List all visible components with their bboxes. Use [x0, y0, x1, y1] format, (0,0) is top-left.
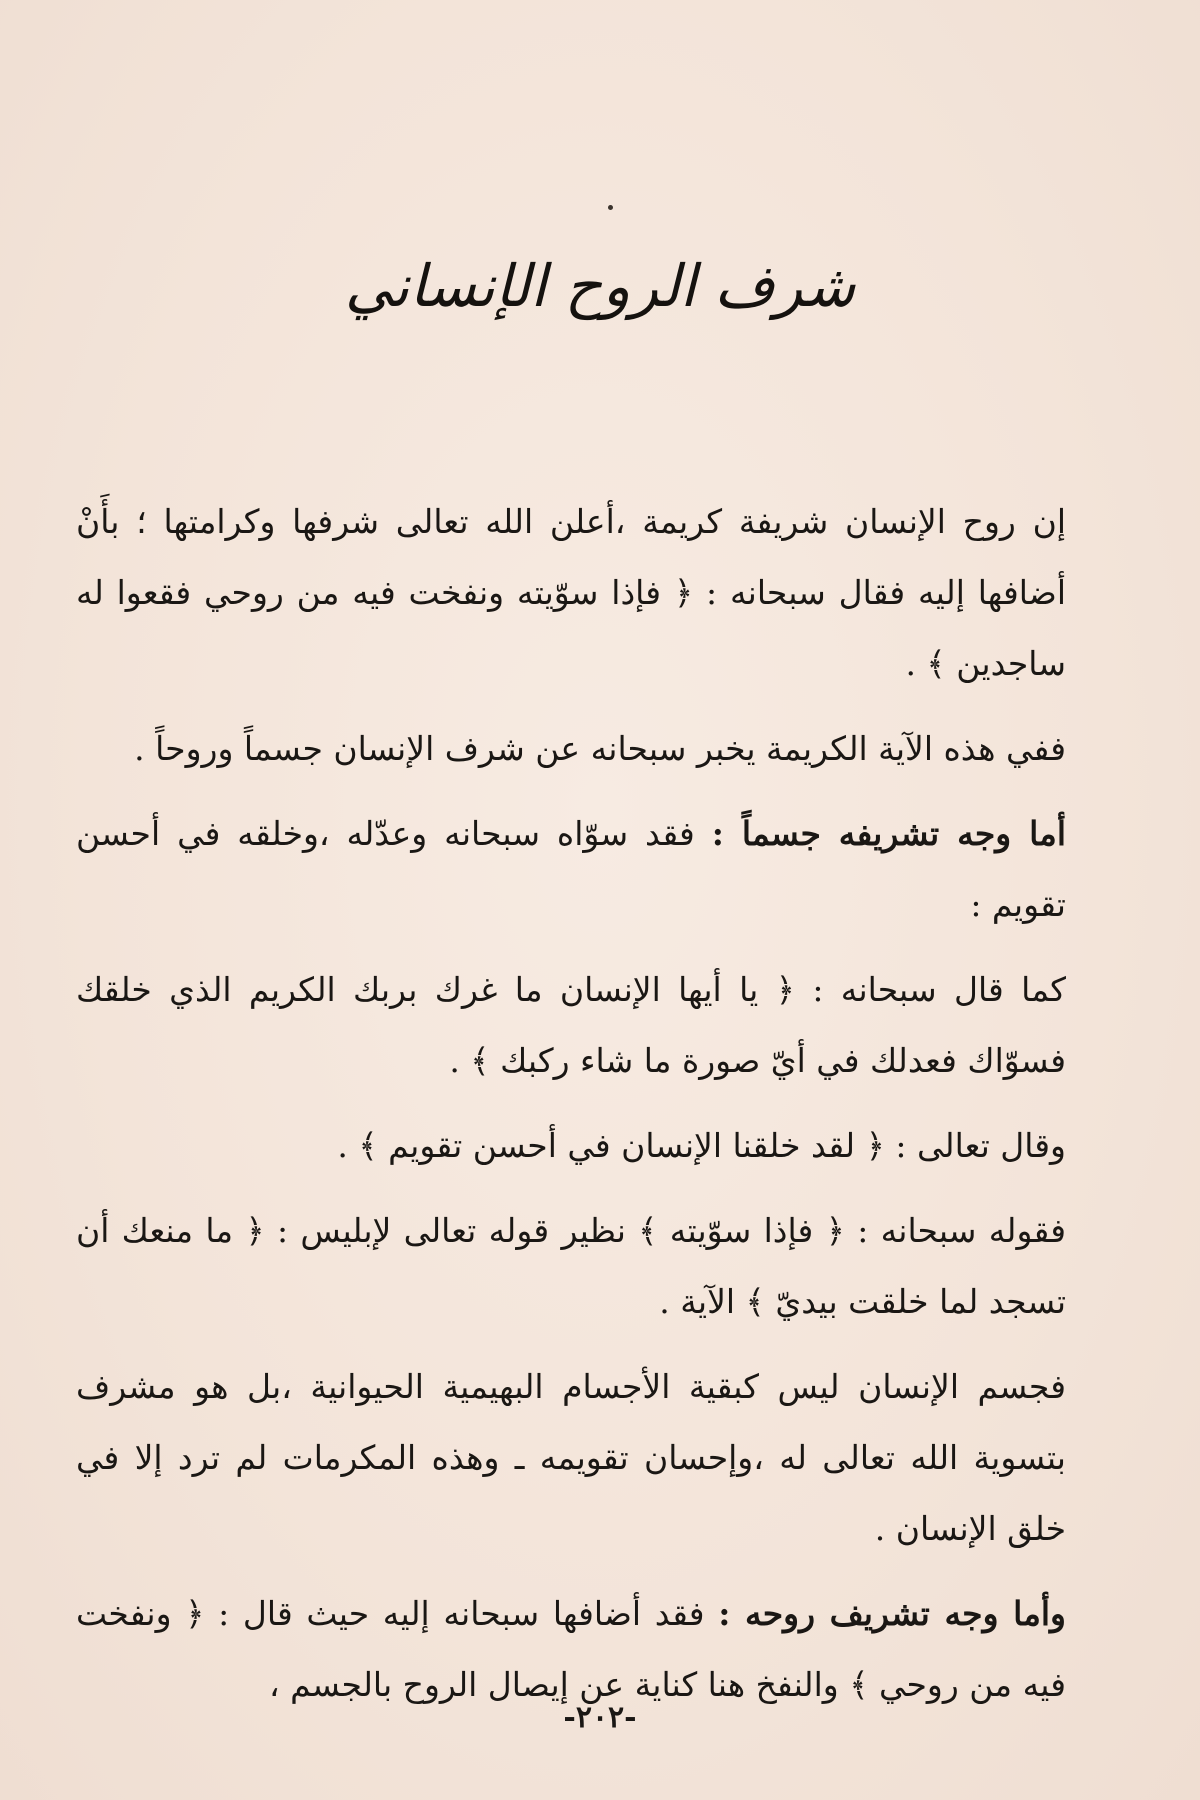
paragraph-5 [76, 1110, 1066, 1181]
paragraph-text: وقال تعالى : ﴿ لقد خلقنا الإنسان في أحسن تقويم ﴾ . [337, 1126, 1066, 1165]
body-text [76, 486, 1066, 1734]
paragraph-text: فقد أضافها سبحانه إليه حيث قال : ﴿ ونفخت فيه من روحي ﴾ والنفخ هنا كناية عن إيصال الروح بالجسم ، [76, 1594, 1066, 1704]
page-number: -٢٠٢- [563, 1700, 637, 1735]
paragraph-text: إن روح الإنسان شريفة كريمة ،أعلن الله تعالى شرفها وكرامتها ؛ بأَنْ أضافها إليه فقال سبحانه : ﴿ فإذا سوّيته ونفخت فيه من روحي فقعوا له ساجدين ﴾ . [76, 502, 1066, 683]
paragraph-4 [76, 954, 1066, 1096]
paragraph-text: ففي هذه الآية الكريمة يخبر سبحانه عن شرف الإنسان جسماً وروحاً . [134, 729, 1066, 768]
paragraph-8 [76, 1578, 1066, 1720]
paragraph-text: فجسم الإنسان ليس كبقية الأجسام البهيمية الحيوانية ،بل هو مشرف بتسوية الله تعالى له ،وإحسان تقويمه ـ وهذه المكرمات لم ترد إلا في خلق الإنسان . [76, 1367, 1066, 1548]
paragraph-7 [76, 1351, 1066, 1564]
paragraph-2 [76, 713, 1066, 784]
paragraph-6 [76, 1195, 1066, 1337]
title-block [0, 252, 1200, 320]
paragraph-text: فقوله سبحانه : ﴿ فإذا سوّيته ﴾ نظير قوله تعالى لإبليس : ﴿ ما منعك أن تسجد لما خلقت بيديّ ﴾ الآية . [76, 1211, 1066, 1321]
chapter-title: شرف الروح الإنساني [344, 252, 856, 320]
paragraph-lead: أما وجه تشريفه جسماً : [711, 814, 1066, 853]
paragraph-text: فقد سوّاه سبحانه وعدّله ،وخلقه في أحسن تقويم : [76, 814, 1066, 924]
paragraph-lead: وأما وجه تشريف روحه : [718, 1594, 1066, 1633]
title-ornament-dot [608, 205, 613, 210]
paragraph-3 [76, 798, 1066, 940]
paragraph-1 [76, 486, 1066, 699]
paragraph-text: كما قال سبحانه : ﴿ يا أيها الإنسان ما غرك بربك الكريم الذي خلقك فسوّاك فعدلك في أيّ صورة ما شاء ركبك ﴾ . [76, 970, 1066, 1080]
